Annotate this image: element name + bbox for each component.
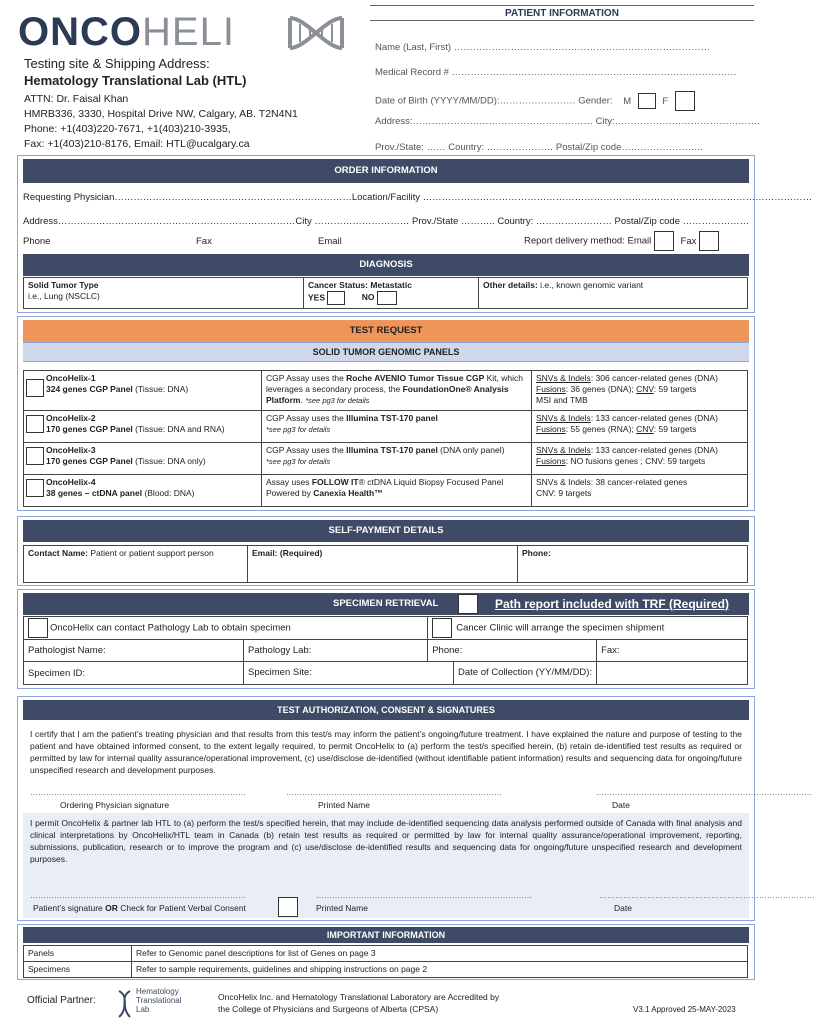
delivery-email-label: Report delivery method: Email [524, 235, 652, 247]
order-information-section [17, 155, 813, 313]
specimen-table [23, 616, 748, 685]
panel-targets-cell [532, 371, 748, 411]
order-info-title: ORDER INFORMATION [23, 159, 749, 183]
panel-checkbox[interactable] [26, 379, 44, 397]
target-cnv-label: CNV [636, 384, 654, 394]
target-cnv-value: : 59 targets [653, 384, 697, 394]
cancer-status-label: Cancer Status: Metastatic [308, 280, 412, 290]
htl-logo-icon [116, 989, 134, 1019]
specimen-retrieval-title: SPECIMEN RETRIEVAL [333, 598, 439, 609]
assay-text: CGP Assay uses the [266, 373, 347, 383]
assay-text: CGP Assay uses the [266, 445, 347, 455]
important-info-table [23, 945, 748, 978]
payment-table [23, 545, 748, 583]
clinic-shipment-label: Cancer Clinic will arrange the specimen shipment [456, 622, 665, 634]
patient-signature-text: Patient’s signature [33, 903, 106, 913]
target-fusion-value: CNV: 9 targets [536, 488, 592, 498]
target-snv-value: : 133 cancer-related genes (DNA) [590, 445, 718, 455]
panel-name: OncoHelix-3 [46, 445, 96, 455]
contact-name-label: Contact Name: [28, 548, 88, 558]
panel-desc: 170 genes CGP Panel [46, 424, 133, 434]
tumor-type-label: Solid Tumor Type [28, 280, 99, 290]
assay-platform-2: FoundationOne® Analysis Platform [266, 384, 509, 405]
lab-fax-email: Fax: +1(403)210-8176, Email: HTL@ucalgary.ca [24, 138, 250, 150]
panel-assay-cell [262, 475, 532, 507]
panel-row [24, 371, 748, 411]
consent-title: TEST AUTHORIZATION, CONSENT & SIGNATURES [23, 700, 749, 720]
patient-date-label: Date [614, 903, 632, 913]
order-fax-field[interactable]: Fax [196, 236, 212, 247]
collection-date-field[interactable]: Date of Collection (YY/MM/DD): [458, 667, 593, 678]
assay-platform-2: Canexia Health™ [313, 488, 383, 498]
important-info-value: Refer to sample requirements, guidelines and shipping instructions on page 2 [132, 962, 748, 978]
testing-site-info [24, 56, 364, 151]
collection-date-blank[interactable] [597, 662, 748, 685]
target-snv-label: SNVs & Indels [536, 373, 591, 383]
patient-consent-box [23, 813, 815, 918]
medical-record-field[interactable]: Medical Record # ……………………………………………………………………………… [375, 67, 737, 78]
pathology-lab-field[interactable]: Pathology Lab: [244, 640, 428, 662]
path-report-checkbox[interactable] [458, 594, 478, 614]
physician-printed-name-line[interactable]: ……………………………………………………………………… [286, 788, 502, 797]
lab-name: Hematology Translational Lab (HTL) [24, 73, 247, 88]
specimen-site-date-row [244, 662, 597, 685]
diagnosis-title: DIAGNOSIS [23, 254, 749, 276]
specimen-retrieval-bar [23, 593, 749, 615]
lab-phone: Phone: +1(403)220-7671, +1(403)210-3935, [24, 123, 231, 135]
patient-printed-name-label: Printed Name [316, 903, 368, 913]
assay-text: Assay uses [266, 477, 312, 487]
gender-f-label: F [662, 95, 669, 107]
test-request-title: TEST REQUEST [23, 320, 749, 342]
contact-name-hint: Patient or patient support person [87, 548, 214, 558]
assay-platform: Illumina TST-170 panel [346, 413, 438, 423]
verbal-consent-text: Check for Patient Verbal Consent [117, 903, 246, 913]
requesting-physician-field[interactable]: Requesting Physician…………………………………………………………………Location/Facility …………………………………………………………………………………………………………… [23, 192, 813, 203]
payment-email-cell[interactable]: Email: (Required) [248, 546, 518, 583]
important-info-key: Panels [24, 946, 132, 962]
version-text: V3.1 Approved 25-MAY-2023 [633, 1005, 736, 1014]
accreditation-text [218, 991, 499, 1015]
htl-logo-line3: Lab [136, 1005, 150, 1014]
official-partner-label: Official Partner: [27, 995, 96, 1006]
consent-section [17, 696, 815, 921]
assay-text-3: . [300, 395, 306, 405]
panel-assay-cell [262, 411, 532, 443]
target-snv-label: SNVs & Indels [536, 413, 591, 423]
panel-targets-cell [532, 411, 748, 443]
dob-gender-row [375, 91, 695, 111]
helix-icon [286, 16, 346, 50]
other-details-example: i.e., known genomic variant [537, 280, 644, 290]
panel-targets-cell [532, 443, 748, 475]
panel-checkbox[interactable] [26, 447, 44, 465]
assay-note: *see pg3 for details [305, 396, 370, 405]
panel-name: OncoHelix-4 [46, 477, 96, 487]
target-msi: MSI and TMB [536, 395, 588, 405]
physician-signature-line[interactable]: ……………………………………………………………………… [30, 788, 246, 797]
assay-text-2: (DNA only panel) [437, 445, 505, 455]
patient-name-field[interactable]: Name (Last, First) ……………………………………………………………………… [375, 42, 711, 53]
target-snv-value: : 306 cancer-related genes (DNA) [590, 373, 718, 383]
specimen-phone-field[interactable]: Phone: [428, 640, 597, 662]
tumor-type-example: i.e., Lung (NSCLC) [28, 291, 100, 301]
panel-assay-cell [262, 371, 532, 411]
panel-assay-cell [262, 443, 532, 475]
verbal-consent-checkbox[interactable] [278, 897, 298, 917]
tumor-type-cell[interactable] [24, 278, 304, 309]
patient-printed-name-line[interactable]: ……………………………………………………………………… [316, 891, 532, 900]
metastatic-no-checkbox[interactable] [377, 291, 397, 305]
specimen-option-2 [428, 617, 748, 640]
specimen-site-field[interactable]: Specimen Site: [244, 662, 454, 684]
yes-label: YES [308, 292, 326, 303]
contact-path-lab-checkbox[interactable] [28, 618, 48, 638]
important-info-row [24, 946, 748, 962]
accreditation-line1: OncoHelix Inc. and Hematology Translational Laboratory are Accredited by [218, 992, 500, 1002]
assay-text-2: Kit, which leverages a secondary process, the [266, 373, 523, 394]
specimen-retrieval-section [17, 589, 755, 689]
order-email-field[interactable]: Email [318, 236, 342, 247]
patient-info-title: PATIENT INFORMATION [370, 5, 754, 21]
panel-row [24, 411, 748, 443]
important-info-title: IMPORTANT INFORMATION [23, 927, 749, 943]
order-phone-field[interactable]: Phone [23, 236, 51, 247]
panel-tissue: (Blood: DNA) [142, 488, 195, 498]
panel-name: OncoHelix-2 [46, 413, 96, 423]
specimen-option-1 [24, 617, 428, 640]
path-report-label: Path report included with TRF (Required) [495, 597, 729, 611]
target-fusion-label: Fusions [536, 456, 566, 466]
report-delivery-row [524, 231, 719, 251]
patient-consent-text: I permit OncoHelix & partner lab HTL to (a) perform the test/s specified herein, that may include de-identified sequencing data analysis performed outside of Canada with final analysis and clinical interpretations by OncoHelix/HTL team in Canada (b) retain test results as required or permitted by law for internal quality assurance/operational improvement, reporting, submissions, publication, research or to improve the program and (c) use/disclose de-identified results and sequencing data for ongoing/future unspecified research and development purposes. [30, 818, 742, 864]
gender-f-checkbox[interactable] [675, 91, 695, 111]
contact-path-lab-label: OncoHelix can contact Pathology Lab to obtain specimen [50, 622, 291, 634]
payment-phone-cell[interactable]: Phone: [518, 546, 748, 583]
target-snv-value: SNVs & Indels: 38 cancer-related genes [536, 477, 688, 487]
contact-name-cell[interactable] [24, 546, 248, 583]
target-cnv-value: : 59 targets [653, 424, 697, 434]
panel-tissue: (Tissue: DNA only) [132, 456, 206, 466]
patient-date-line[interactable]: ……………………………………………………………………… [599, 891, 815, 900]
panel-name-cell [24, 475, 262, 507]
logo-helix: HELI [142, 10, 235, 54]
assay-note: *see pg3 for details [266, 457, 331, 466]
assay-note: *see pg3 for details [266, 425, 331, 434]
cancer-status-cell [304, 278, 479, 309]
panels-table [23, 370, 748, 507]
patient-signature-label [33, 903, 246, 913]
assay-text-2: ® ctDNA Liquid Biopsy Focused Panel Powered by [266, 477, 504, 498]
target-fusion-value: : 55 genes (RNA); [565, 424, 637, 434]
important-info-row [24, 962, 748, 978]
panel-desc: 38 genes – ctDNA panel [46, 488, 143, 498]
assay-platform: Roche AVENIO Tumor Tissue CGP [346, 373, 485, 383]
dob-field[interactable]: Date of Birth (YYYY/MM/DD):…………………… Gender: [375, 95, 613, 107]
no-label: NO [361, 292, 375, 303]
other-details-label: Other details: [483, 280, 538, 290]
or-text: OR [105, 903, 118, 913]
panel-row [24, 443, 748, 475]
htl-partner-logo [116, 987, 196, 1021]
target-snv-label: SNVs & Indels [536, 445, 591, 455]
htl-logo-line1: Hematology [136, 987, 179, 996]
genomic-panels-title: SOLID TUMOR GENOMIC PANELS [23, 342, 749, 362]
physician-signature-label: Ordering Physician signature [60, 800, 170, 810]
panel-targets-cell [532, 475, 748, 507]
specimen-fax-field[interactable]: Fax: [597, 640, 748, 662]
delivery-fax-checkbox[interactable] [699, 231, 719, 251]
order-address-field[interactable]: Address…………………………………………………………………City ………………………… Prov./State ……….. Country: …………………… Postal/Zip code ………………… [23, 216, 750, 227]
panel-name: OncoHelix-1 [46, 373, 96, 383]
self-payment-section [17, 516, 755, 586]
assay-platform: Illumina TST-170 panel [346, 445, 438, 455]
specimen-id-field[interactable]: Specimen ID: [24, 662, 244, 685]
gender-m-label: M [623, 95, 632, 107]
physician-printed-name-label: Printed Name [318, 800, 370, 810]
important-info-section [17, 924, 755, 980]
metastatic-yes-checkbox[interactable] [327, 291, 345, 305]
attn: ATTN: Dr. Faisal Khan [24, 93, 129, 105]
target-fusion-label: Fusions [536, 384, 566, 394]
assay-text: CGP Assay uses the [266, 413, 347, 423]
panel-row [24, 475, 748, 507]
target-fusion-label: Fusions [536, 424, 566, 434]
panel-tissue: (Tissue: DNA) [132, 384, 189, 394]
other-details-cell[interactable] [479, 278, 748, 309]
panel-name-cell [24, 411, 262, 443]
target-fusion-value: : 36 genes (DNA); [565, 384, 637, 394]
patient-prov-field[interactable]: Prov./State: …… Country: ………………… Postal/Zip code…………………….. [375, 142, 703, 153]
panel-desc: 324 genes CGP Panel [46, 384, 133, 394]
panel-desc: 170 genes CGP Panel [46, 456, 133, 466]
panel-checkbox[interactable] [26, 415, 44, 433]
panel-tissue: (Tissue: DNA and RNA) [132, 424, 225, 434]
target-fusion-value: : NO fusions genes ; CNV: 59 targets [565, 456, 706, 466]
logo-onco: ONCO [18, 10, 142, 54]
panel-name-cell [24, 371, 262, 411]
target-snv-value: : 133 cancer-related genes (DNA) [590, 413, 718, 423]
delivery-email-checkbox[interactable] [654, 231, 674, 251]
clinic-shipment-checkbox[interactable] [432, 618, 452, 638]
patient-signature-line[interactable]: ……………………………………………………………………… [30, 891, 246, 900]
diagnosis-table [23, 277, 748, 309]
assay-platform: FOLLOW IT [311, 477, 359, 487]
test-request-section [17, 316, 755, 511]
site-heading: Testing site & Shipping Address: [24, 56, 210, 71]
important-info-key: Specimens [24, 962, 132, 978]
panel-name-cell [24, 443, 262, 475]
delivery-fax-label: Fax [680, 235, 697, 247]
oncohelix-logo [18, 10, 338, 54]
important-info-value: Refer to Genomic panel descriptions for list of Genes on page 3 [132, 946, 748, 962]
self-payment-title: SELF-PAYMENT DETAILS [23, 520, 749, 542]
htl-logo-line2: Translational [136, 996, 182, 1005]
patient-address-field[interactable]: Address:………………………………………………… City:………………………………………. [375, 116, 760, 127]
accreditation-line2: the College of Physicians and Surgeons of Alberta (CPSA) [218, 1004, 439, 1014]
patient-information [370, 5, 760, 155]
physician-date-label: Date [612, 800, 630, 810]
gender-m-checkbox[interactable] [638, 93, 656, 109]
physician-date-line[interactable]: ……………………………………………………………………… [596, 788, 812, 797]
physician-consent-text: I certify that I am the patient’s treating physician and that results from this test/s may inform the patient’s ongoing/future treatment. I have explained the nature and purpose of testing to the patient and have obtained informed consent, to the extent legally required, to permit OncoHelix to (a) perform the test/s specified herein, (b) retain de-identified test results as required or permitted by law for internal quality assurance/operational improvement, (c) use/disclose de-identified (without identifiable patient information) results and sequencing data for ongoing/future unspecified research and development purposes. [30, 729, 742, 775]
pathologist-name-field[interactable]: Pathologist Name: [24, 640, 244, 662]
target-cnv-label: CNV [636, 424, 654, 434]
panel-checkbox[interactable] [26, 479, 44, 497]
lab-address: HMRB336, 3330, Hospital Drive NW, Calgary, AB. T2N4N1 [24, 108, 298, 120]
